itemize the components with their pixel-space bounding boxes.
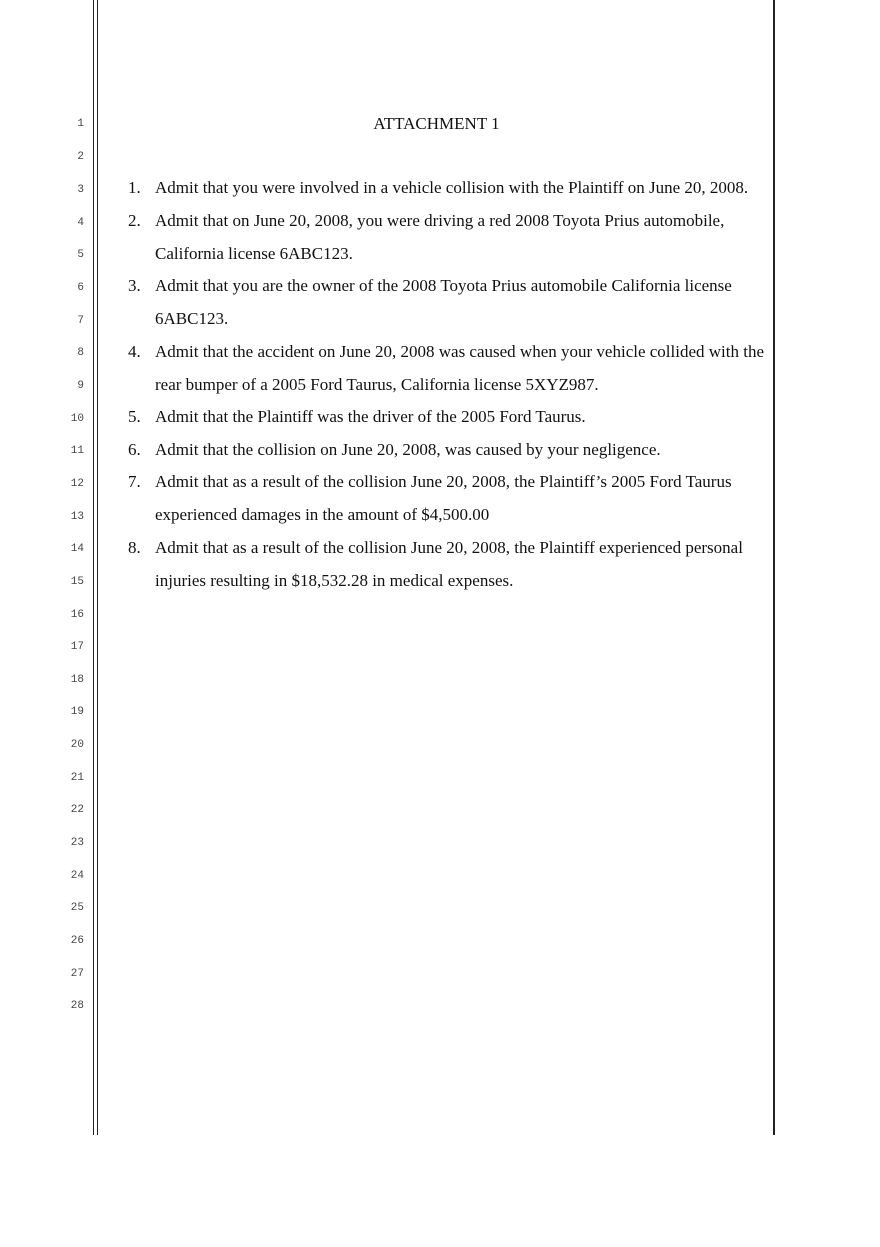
right-margin-rule [773, 0, 775, 1135]
line-number: 8 [77, 347, 84, 359]
item-number: 2. [128, 211, 141, 230]
line-number: 20 [70, 739, 84, 751]
item-text: Admit that you are the owner of the 2008 Toyota Prius automobile California license 6ABC123. [155, 276, 732, 328]
line-number: 21 [70, 772, 84, 784]
item-text: Admit that you were involved in a vehicle collision with the Plaintiff on June 20, 2008. [155, 178, 749, 197]
item-text: Admit that the accident on June 20, 2008 was caused when your vehicle collided with the rear bumper of a 2005 Ford Taurus, California license 5XYZ987. [155, 342, 765, 394]
line-number: 25 [70, 902, 84, 914]
list-item [128, 205, 772, 270]
line-number: 24 [70, 870, 84, 882]
line-number: 9 [77, 380, 84, 392]
line-number: 5 [77, 249, 84, 261]
line-number: 1 [77, 118, 84, 130]
line-number: 7 [77, 315, 84, 327]
line-number: 13 [70, 511, 84, 523]
item-number: 5. [128, 407, 141, 426]
line-number: 2 [77, 151, 84, 163]
item-text: Admit that as a result of the collision June 20, 2008, the Plaintiff experienced personal injuries resulting in $18,532.28 in medical expenses. [155, 538, 743, 590]
list-item [128, 401, 772, 434]
item-text: Admit that as a result of the collision June 20, 2008, the Plaintiff’s 2005 Ford Taurus experienced damages in the amount of $4,500.00 [155, 472, 732, 524]
item-text: Admit that the collision on June 20, 2008, was caused by your negligence. [155, 440, 661, 459]
line-number: 4 [77, 217, 84, 229]
list-item [128, 434, 772, 467]
line-number: 10 [70, 413, 84, 425]
list-item [128, 270, 772, 335]
line-number: 26 [70, 935, 84, 947]
line-number: 18 [70, 674, 84, 686]
list-item [128, 336, 772, 401]
item-number: 4. [128, 342, 141, 361]
left-margin-rule-inner [97, 0, 98, 1135]
line-number: 16 [70, 609, 84, 621]
list-item [128, 172, 772, 205]
line-number: 12 [70, 478, 84, 490]
item-number: 3. [128, 276, 141, 295]
item-number: 7. [128, 472, 141, 491]
line-number: 27 [70, 968, 84, 980]
line-number: 23 [70, 837, 84, 849]
item-number: 6. [128, 440, 141, 459]
item-number: 8. [128, 538, 141, 557]
document-title: ATTACHMENT 1 [373, 114, 500, 133]
line-number: 14 [70, 543, 84, 555]
line-number: 6 [77, 282, 84, 294]
line-number: 19 [70, 706, 84, 718]
item-text: Admit that on June 20, 2008, you were driving a red 2008 Toyota Prius automobile, California license 6ABC123. [155, 211, 725, 263]
line-number: 15 [70, 576, 84, 588]
line-number: 3 [77, 184, 84, 196]
line-number: 11 [70, 445, 84, 457]
line-number: 22 [70, 804, 84, 816]
item-text: Admit that the Plaintiff was the driver of the 2005 Ford Taurus. [155, 407, 586, 426]
list-item [128, 532, 772, 597]
left-margin-rule-outer [93, 0, 94, 1135]
line-number: 28 [70, 1000, 84, 1012]
line-number: 17 [70, 641, 84, 653]
list-item [128, 466, 772, 531]
item-number: 1. [128, 178, 141, 197]
